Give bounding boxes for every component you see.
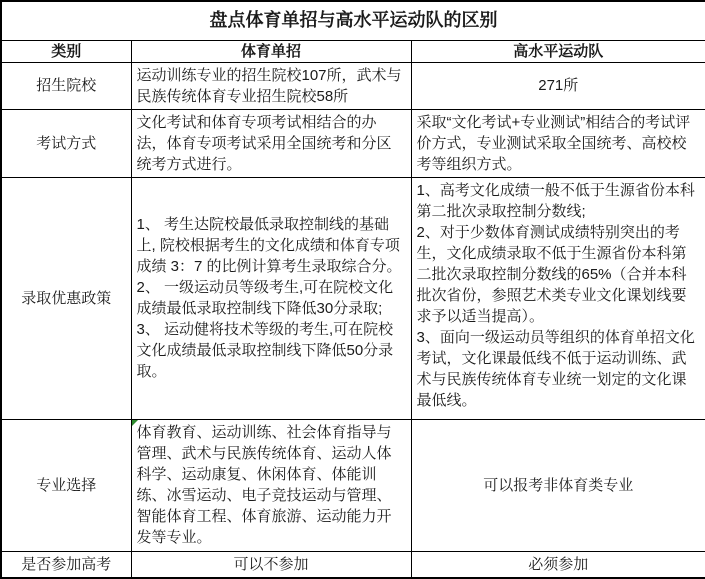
- table-row-major-selection: [1, 419, 705, 551]
- row-label: 录取优惠政策: [1, 177, 131, 419]
- high-level-team-cell: 1、高考文化成绩一般不低于生源省份本科第二批次录取控制分数线; 2、对于少数体育测试成绩特别突出的考生，文化成绩录取不低于生源省份本科第二批次录取控制分数线的65%（合并本科批次省份，参照艺术类专业文化课划线要求予以适当提高）。 3、面向一级运动员等组织的体育单招文化考试，文化课最低线不低于运动训练、武术与民族传统体育专业统一划定的文化课最低线。: [411, 177, 705, 419]
- table-row-enrolling-institutions: [1, 62, 705, 109]
- row-label: 是否参加高考: [1, 551, 131, 578]
- green-corner-triangle-icon: [132, 420, 138, 426]
- page-title: 盘点体育单招与高水平运动队的区别: [1, 1, 705, 40]
- high-level-team-cell: 可以报考非体育类专业: [411, 419, 705, 551]
- row-label: 考试方式: [1, 109, 131, 177]
- row-label: 招生院校: [1, 62, 131, 109]
- single-recruit-cell: [131, 419, 411, 551]
- single-recruit-cell: 运动训练专业的招生院校107所，武术与民族传统体育专业招生院校58所: [131, 62, 411, 109]
- header-sports-single-recruit: 体育单招: [131, 40, 411, 62]
- table-row-admission-preferential-policy: [1, 177, 705, 419]
- row-label: 专业选择: [1, 419, 131, 551]
- header-category: 类别: [1, 40, 131, 62]
- single-recruit-text: 体育教育、运动训练、社会体育指导与管理、武术与民族传统体育、运动人体科学、运动康复、休闲体育、体能训练、冰雪运动、电子竞技运动与管理、智能体育工程、体育旅游、运动能力开发等专业。: [136, 424, 392, 546]
- high-level-team-cell: 采取“文化考试+专业测试”相结合的考试评价方式，专业测试采取全国统考、高校校考等组织方式。: [411, 109, 705, 177]
- title-row: [1, 1, 705, 40]
- high-level-team-cell: 271所: [411, 62, 705, 109]
- header-row: [1, 40, 705, 62]
- table-row-exam-method: [1, 109, 705, 177]
- single-recruit-cell: 1、 考生达院校最低录取控制线的基础上, 院校根据考生的文化成绩和体育专项成绩 3：7 的比例计算考生录取综合分。 2、 一级运动员等级考生,可在院校文化成绩最低录取控制线下降低30分录取; 3、 运动健将技术等级的考生,可在院校文化成绩最低录取控制线下降低50分录取。: [131, 177, 411, 419]
- single-recruit-cell: 文化考试和体育专项考试相结合的办法，体育专项考试采用全国统考和分区统考方式进行。: [131, 109, 411, 177]
- high-level-team-cell: 必须参加: [411, 551, 705, 578]
- single-recruit-cell: 可以不参加: [131, 551, 411, 578]
- header-high-level-sports-team: 高水平运动队: [411, 40, 705, 62]
- table-row-gaokao-participation: [1, 551, 705, 578]
